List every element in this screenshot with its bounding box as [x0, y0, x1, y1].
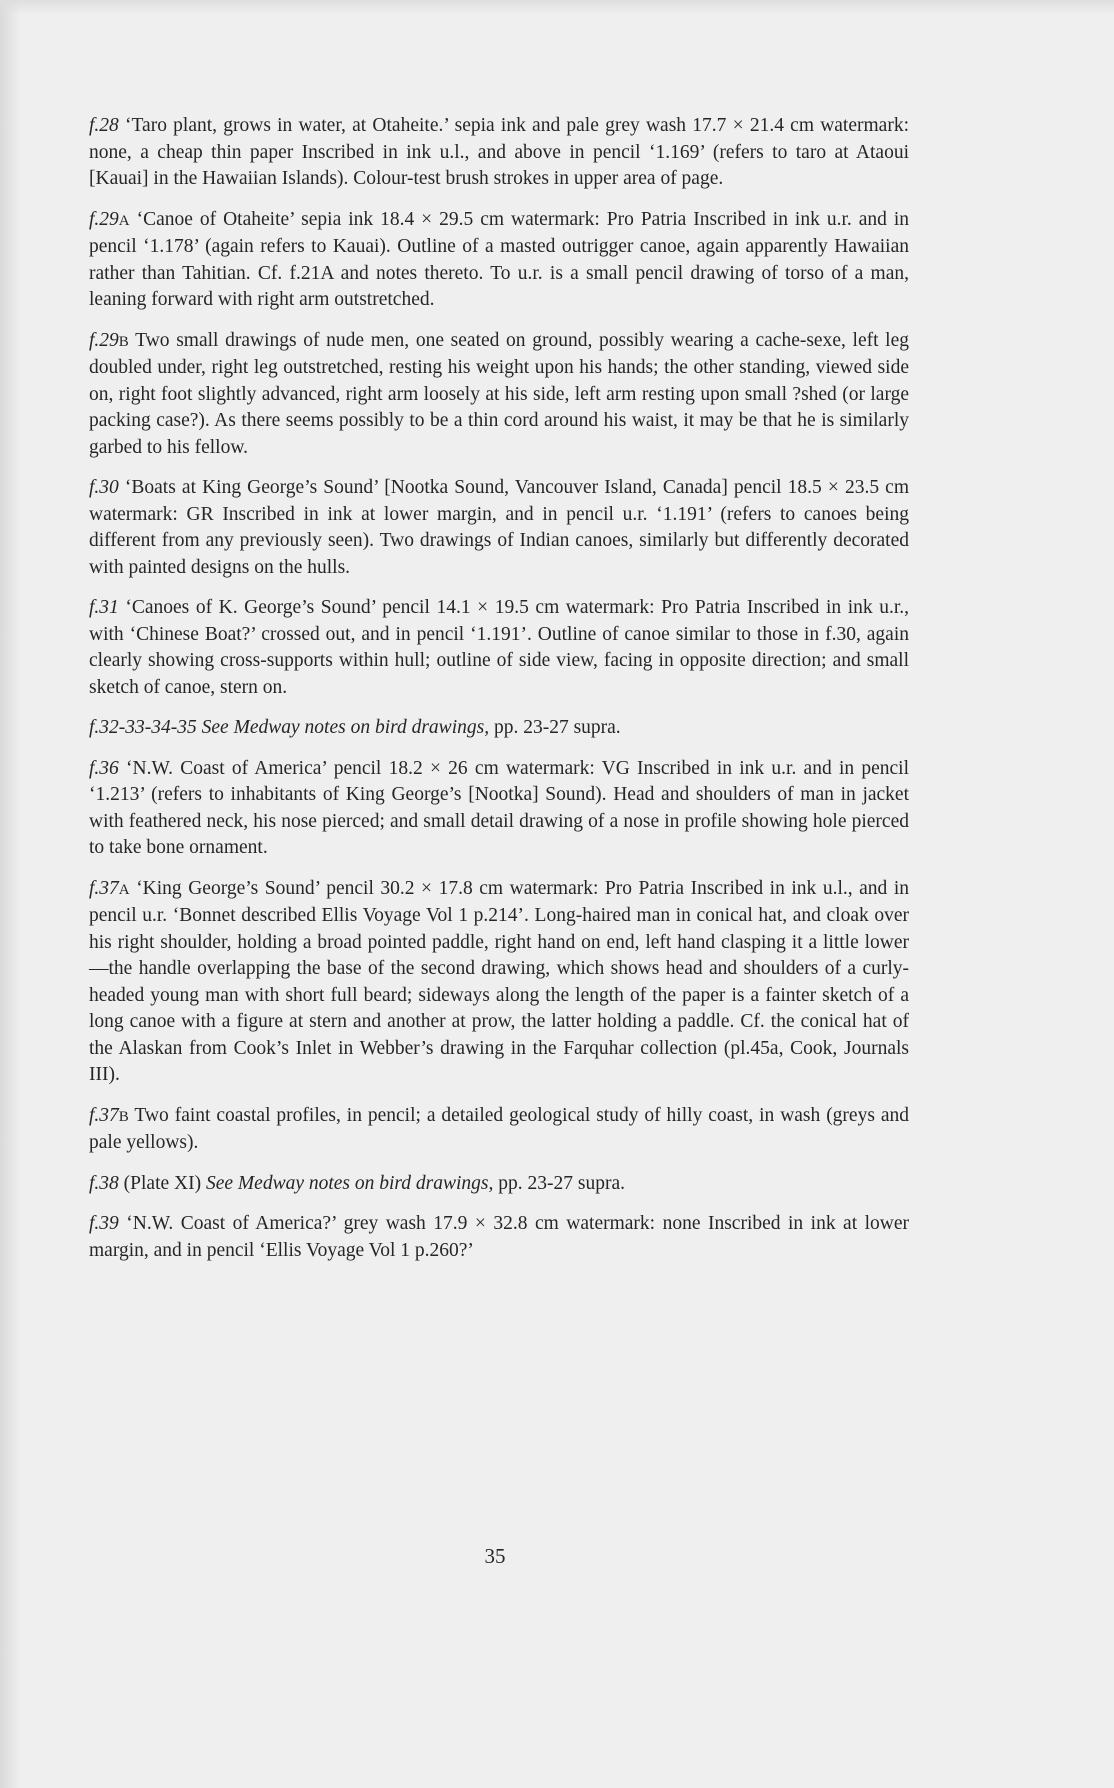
cross-reference-note: See Medway notes on bird drawings, — [205, 1172, 494, 1194]
catalogue-entry-f29b — [89, 328, 909, 462]
entry-text: ‘N.W. Coast of America’ pencil 18.2 × 26 cm watermark: VG Inscribed in ink u.r. and in pencil ‘1.213’ (refers to inhabitants of King George’s [Nootka] Sound). Head and shoulders of man in jacket with feathered neck, his nose pierced; and small detail drawing of a nose in profile showing hole pierced to take bone ornament. — [89, 757, 910, 858]
folio-ref: f.29A — [89, 208, 130, 230]
folio-ref: f.39 — [89, 1213, 119, 1234]
catalogue-text — [89, 113, 909, 1278]
entry-text: ‘N.W. Coast of America?’ grey wash 17.9 × 32.8 cm watermark: none Inscribed in ink at lower margin, and in pencil ‘Ellis Voyage Vol 1 p.260?’ — [89, 1213, 910, 1261]
folio-ref: f.31 — [89, 597, 119, 618]
entry-text: Two faint coastal profiles, in pencil; a detailed geological study of hilly coast, in wash (greys and pale yellows). — [89, 1104, 909, 1153]
folio-suffix: B — [118, 333, 129, 350]
catalogue-entry-f39 — [89, 1211, 909, 1264]
plate-ref: (Plate XI) — [123, 1172, 202, 1194]
entry-text: ‘Taro plant, grows in water, at Otaheite.’ sepia ink and pale grey wash 17.7 × 21.4 cm watermark: none, a cheap thin paper Inscribed in ink u.l., and above in pencil ‘1.169’ (refers to taro at Ataoui [Kauai] in the Hawaiian Islands). Colour-test brush strokes in upper area of page. — [89, 115, 909, 189]
folio-ref: f.32-33-34-35 — [89, 717, 197, 738]
entry-text: pp. 23-27 supra. — [493, 717, 621, 738]
folio-ref: f.38 — [89, 1172, 119, 1194]
page-number: 35 — [484, 1544, 506, 1568]
entry-text: Two small drawings of nude men, one seated on ground, possibly wearing a cache-sexe, left leg doubled under, right leg outstretched, resting his weight upon his hands; the other standing, viewed side on, right foot slightly advanced, right arm loosely at his side, left arm resting upon small ?shed (or large packing case?). As there seems possibly to be a thin cord around his waist, it may be that he is similarly garbed to his fellow. — [89, 329, 910, 458]
catalogue-entry-f32-35 — [89, 715, 909, 742]
entry-text: ‘Boats at King George’s Sound’ [Nootka Sound, Vancouver Island, Canada] pencil 18.5 × 23.5 cm watermark: GR Inscribed in ink at lower margin, and in pencil u.r. ‘1.191’ (refers to canoes being different from any previously seen). Two drawings of Indian canoes, similarly but differently decorated with painted designs on the hulls. — [89, 477, 910, 578]
folio-ref: f.30 — [89, 477, 119, 498]
catalogue-entry-f38 — [89, 1171, 909, 1198]
catalogue-entry-f30 — [89, 475, 909, 581]
entry-text: pp. 23-27 supra. — [498, 1172, 626, 1194]
folio-ref: f.37A — [89, 877, 130, 899]
folio-suffix: A — [118, 881, 130, 898]
entry-text: ‘Canoe of Otaheite’ sepia ink 18.4 × 29.5 cm watermark: Pro Patria Inscribed in ink u.r. and in pencil ‘1.178’ (again refers to Kauai). Outline of a masted outrigger canoe, again apparently Hawaiian rather than Tahitian. Cf. f.21A and notes thereto. To u.r. is a small pencil drawing of torso of a man, leaning forward with right arm outstretched. — [89, 208, 909, 310]
folio-ref: f.37B — [89, 1104, 129, 1126]
entry-text: ‘Canoes of K. George’s Sound’ pencil 14.1 × 19.5 cm watermark: Pro Patria Inscribed in ink u.r., with ‘Chinese Boat?’ crossed out, and in pencil ‘1.191’. Outline of canoe similar to those in f.30, again clearly showing cross-supports within hull; outline of side view, facing in opposite direction; and small sketch of canoe, stern on. — [89, 597, 910, 698]
catalogue-entry-f31 — [89, 595, 909, 701]
catalogue-entry-f37a — [89, 876, 909, 1089]
folio-suffix: B — [118, 1108, 129, 1125]
catalogue-entry-f28 — [89, 113, 909, 193]
entry-text: ‘King George’s Sound’ pencil 30.2 × 17.8 cm watermark: Pro Patria Inscribed in ink u.l., and in pencil u.r. ‘Bonnet described Ellis Voyage Vol 1 p.214’. Long-haired man in conical hat, and cloak over his right shoulder, holding a broad pointed paddle, right hand on end, left hand clasping it a little lower—the handle overlapping the base of the second drawing, which shows head and shoulders of a curly-headed young man with short full beard; sideways along the length of the paper is a fainter sketch of a long canoe with a figure at stern and another at prow, the latter holding a paddle. Cf. the conical hat of the Alaskan from Cook’s Inlet in Webber’s drawing in the Farquhar collection (pl.45a, Cook, Journals III). — [89, 877, 910, 1085]
catalogue-entry-f37b — [89, 1103, 909, 1157]
catalogue-entry-f36 — [89, 756, 909, 862]
catalogue-entry-f29a — [89, 207, 909, 314]
folio-ref: f.29B — [89, 329, 129, 351]
page-top-shadow — [0, 0, 1114, 14]
cross-reference-note: See Medway notes on bird drawings, — [201, 717, 490, 738]
folio-ref: f.36 — [89, 757, 119, 779]
folio-ref: f.28 — [89, 115, 119, 136]
folio-suffix: A — [118, 212, 130, 229]
page-edge-shadow — [0, 0, 20, 1788]
